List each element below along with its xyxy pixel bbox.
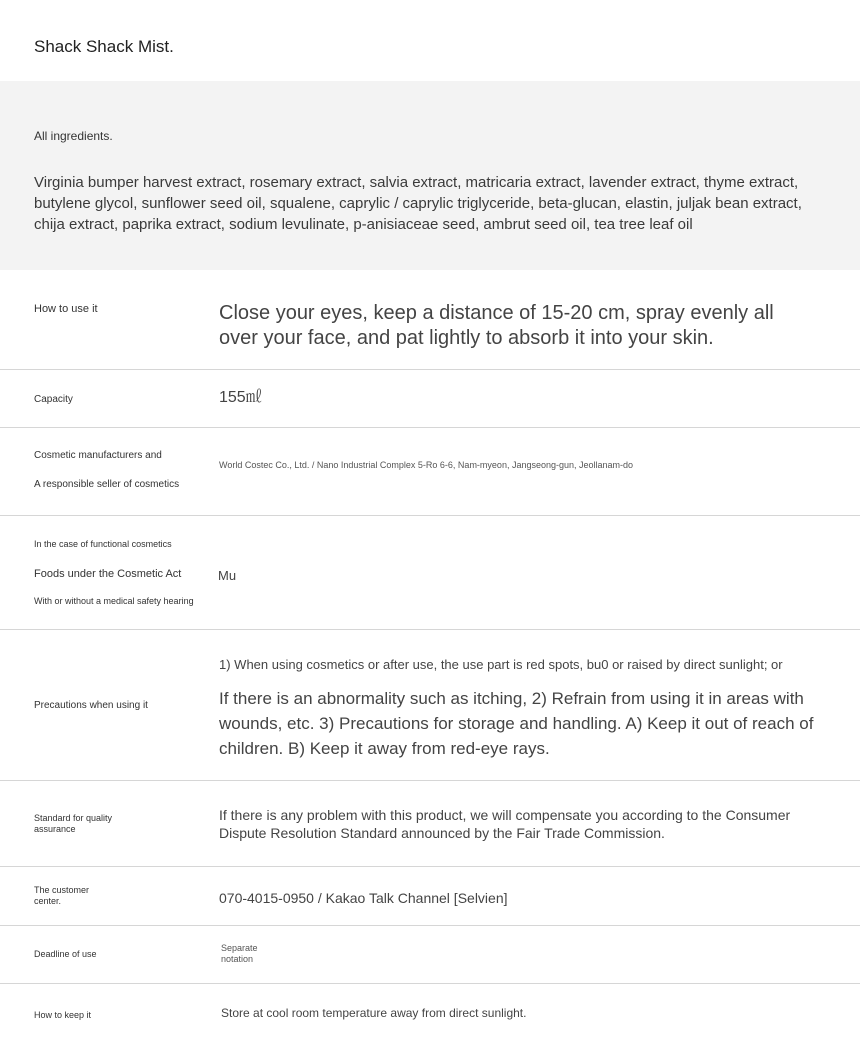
quality-label-line1: Standard for quality bbox=[34, 813, 113, 823]
row-customer-center bbox=[0, 867, 860, 926]
row-precautions bbox=[0, 630, 860, 781]
row-keep bbox=[0, 984, 860, 1047]
row-functional bbox=[0, 516, 860, 630]
manufacturer-label-line1: Cosmetic manufacturers and bbox=[34, 450, 162, 461]
functional-label-line3: With or without a medical safety hearing bbox=[34, 596, 194, 606]
functional-value: Mu bbox=[218, 568, 237, 583]
keep-value: Store at cool room temperature away from direct sunlight. bbox=[221, 1006, 527, 1020]
customer-center-value: 070-4015-0950 / Kakao Talk Channel [Selvien] bbox=[219, 890, 508, 906]
how-to-use-label: How to use it bbox=[34, 303, 98, 315]
deadline-value-line1: Separate bbox=[221, 943, 258, 953]
capacity-value: 155㎖ bbox=[219, 389, 262, 406]
manufacturer-label-line2: A responsible seller of cosmetics bbox=[34, 479, 180, 490]
functional-label-line2: Foods under the Cosmetic Act bbox=[34, 568, 182, 580]
deadline-label: Deadline of use bbox=[34, 949, 97, 959]
product-title: Shack Shack Mist. bbox=[34, 37, 174, 56]
customer-center-label-line2: center. bbox=[34, 896, 62, 906]
quality-label-line2: assurance bbox=[34, 824, 76, 834]
row-deadline bbox=[0, 926, 860, 984]
row-manufacturer bbox=[0, 428, 860, 516]
row-capacity bbox=[0, 370, 860, 428]
precautions-value-rest: If there is an abnormality such as itching, 2) Refrain from using it in areas with wounds, etc. 3) Precautions for storage and handling. A) Keep it out of reach of children. B) Keep it away from red-eye rays. bbox=[219, 689, 814, 758]
how-to-use-value: Close your eyes, keep a distance of 15-20 cm, spray evenly all over your face, and pat lightly to absorb it into your skin. bbox=[219, 302, 774, 349]
ingredients-text: Virginia bumper harvest extract, rosemary extract, salvia extract, matricaria extract, lavender extract, thyme extract, butylene glycol, sunflower seed oil, squalene, caprylic / caprylic triglyceride, beta-glucan, elastin, juljak bean extract, chija extract, paprika extract, sodium levulinate, p-anisiaceae seed, ambrut seed oil, tea tree leaf oil bbox=[34, 174, 802, 233]
row-how-to-use bbox=[0, 270, 860, 370]
deadline-value-line2: notation bbox=[221, 954, 254, 964]
ingredients-label: All ingredients. bbox=[34, 129, 113, 143]
functional-label-line1: In the case of functional cosmetics bbox=[34, 539, 172, 549]
keep-label: How to keep it bbox=[34, 1010, 92, 1020]
manufacturer-value: World Costec Co., Ltd. / Nano Industrial Complex 5-Ro 6-6, Nam-myeon, Jangseong-gun, Jeollanam-do bbox=[219, 460, 634, 470]
precautions-label: Precautions when using it bbox=[34, 700, 148, 711]
precautions-value-line1: 1) When using cosmetics or after use, the use part is red spots, bu0 or raised by direct sunlight; or bbox=[219, 657, 783, 672]
row-quality bbox=[0, 781, 860, 867]
customer-center-label-line1: The customer bbox=[34, 885, 90, 895]
capacity-label: Capacity bbox=[34, 394, 73, 405]
quality-value: If there is any problem with this product, we will compensate you according to the Consumer Dispute Resolution Standard announced by the Fair Trade Commission. bbox=[219, 807, 791, 841]
